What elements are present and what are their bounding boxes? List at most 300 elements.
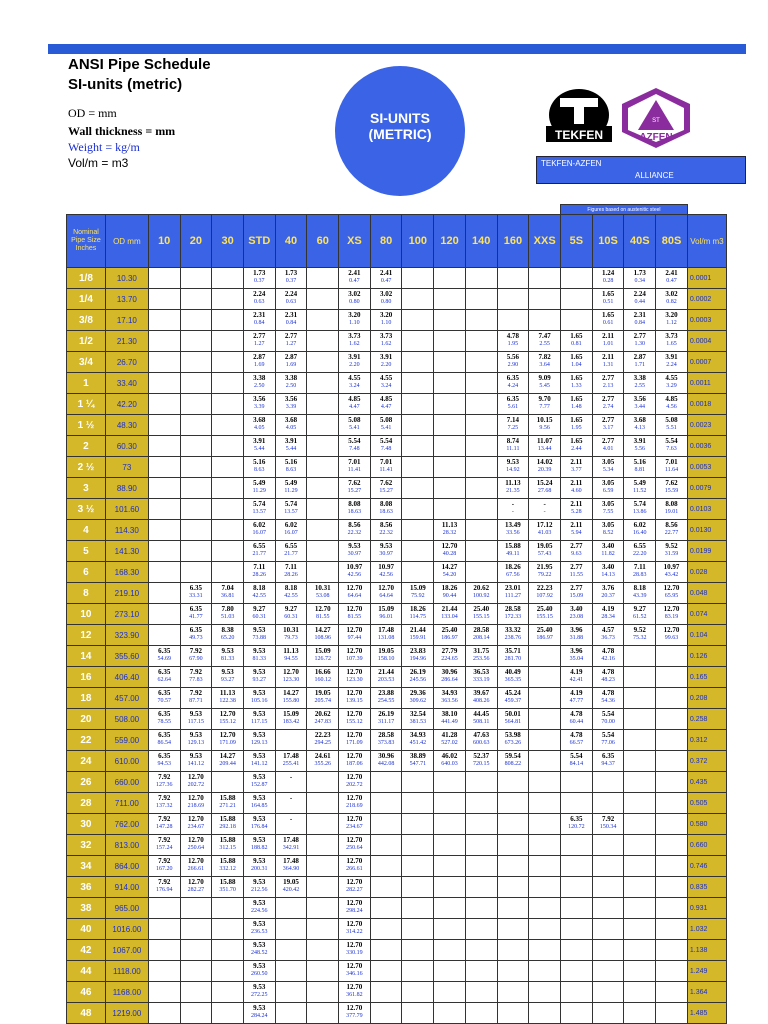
wall-thickness-value: 8.38 xyxy=(221,626,234,634)
schedule-cell xyxy=(212,961,244,982)
wall-thickness-value: 9.53 xyxy=(253,710,266,718)
schedule-cell xyxy=(434,793,466,814)
wall-thickness-value: 18.26 xyxy=(409,605,426,613)
wall-thickness-value: 12.70 xyxy=(188,815,204,823)
schedule-cell xyxy=(370,541,402,562)
schedule-cell xyxy=(434,310,466,331)
schedule-cell xyxy=(243,730,275,751)
schedule-cell xyxy=(212,688,244,709)
schedule-cell xyxy=(497,835,529,856)
schedule-cell xyxy=(339,856,371,877)
schedule-cell xyxy=(434,268,466,289)
schedule-cell xyxy=(339,730,371,751)
weight-value: 57.43 xyxy=(537,551,552,557)
weight-value: 41.03 xyxy=(537,530,552,536)
wall-thickness-value: 8.18 xyxy=(633,584,646,592)
wall-thickness-value: 1.65 xyxy=(601,290,615,298)
nominal-size-cell: 34 xyxy=(67,856,106,877)
schedule-cell xyxy=(465,835,497,856)
wall-thickness-value: 9.53 xyxy=(253,773,266,781)
schedule-cell xyxy=(656,499,688,520)
wall-thickness-value: 12.70 xyxy=(346,920,363,928)
schedule-cell xyxy=(307,709,339,730)
schedule-cell xyxy=(212,373,244,394)
wall-thickness-value: 2.87 xyxy=(284,353,298,361)
schedule-cell xyxy=(339,940,371,961)
od-cell: 508.00 xyxy=(105,709,148,730)
schedule-cell xyxy=(275,667,307,688)
wall-thickness-value: 3.02 xyxy=(348,290,361,298)
schedule-cell xyxy=(307,898,339,919)
schedule-cell xyxy=(465,415,497,436)
weight-value: 19.01 xyxy=(664,509,679,515)
schedule-cell xyxy=(243,604,275,625)
schedule-cell xyxy=(624,751,656,772)
weight-value: 42.56 xyxy=(379,572,393,578)
wall-thickness-value: 21.44 xyxy=(378,668,394,676)
schedule-cell xyxy=(402,898,434,919)
schedule-cell xyxy=(529,604,561,625)
weight-value: 564.81 xyxy=(504,719,522,725)
weight-value: 81.55 xyxy=(315,614,330,620)
schedule-cell xyxy=(307,457,339,478)
weight-value: 673.26 xyxy=(504,740,522,746)
schedule-cell xyxy=(497,394,529,415)
wall-thickness-value: 12.70 xyxy=(378,584,394,592)
weight-value: 5.94 xyxy=(571,530,582,536)
wall-thickness-value: 12.70 xyxy=(283,668,299,676)
schedule-cell xyxy=(561,835,593,856)
weight-value: 234.67 xyxy=(187,824,205,830)
weight-value: 120.72 xyxy=(568,824,585,830)
schedule-cell xyxy=(656,961,688,982)
schedule-cell xyxy=(275,877,307,898)
schedule-cell xyxy=(339,604,371,625)
wall-thickness-value: 3.56 xyxy=(633,395,646,403)
volume-cell: 0.580 xyxy=(687,814,726,835)
table-row xyxy=(67,541,727,562)
wall-thickness-value: 12.70 xyxy=(346,941,363,949)
table-row xyxy=(67,520,727,541)
weight-value: 4.01 xyxy=(602,446,614,452)
wall-thickness-value: 5.08 xyxy=(348,416,361,424)
weight-value: 123.30 xyxy=(282,677,300,683)
weight-value: 640.03 xyxy=(441,761,458,767)
schedule-cell xyxy=(180,688,212,709)
weight-value: 5.45 xyxy=(539,383,550,389)
weight-value: 94.55 xyxy=(284,656,298,662)
wall-thickness-value: 12.70 xyxy=(346,773,363,781)
wall-thickness-value: 5.16 xyxy=(284,458,298,466)
wall-thickness-value: 2.87 xyxy=(253,353,266,361)
weight-value: 141.12 xyxy=(251,761,268,767)
nominal-size-cell: 46 xyxy=(67,982,106,1003)
schedule-cell xyxy=(529,646,561,667)
schedule-cell xyxy=(370,793,402,814)
wall-thickness-value: 7.04 xyxy=(221,584,234,592)
table-row xyxy=(67,415,727,436)
weight-value: 33.56 xyxy=(506,530,520,536)
wall-thickness-value: 3.56 xyxy=(284,395,298,403)
wall-thickness-value: - xyxy=(543,500,546,508)
alliance-line-1: TEKFEN-AZFEN xyxy=(541,159,602,168)
od-cell: 219.10 xyxy=(105,583,148,604)
table-row xyxy=(67,457,727,478)
od-cell: 88.90 xyxy=(105,478,148,499)
wall-thickness-value: 9.53 xyxy=(253,983,266,991)
od-cell: 355.60 xyxy=(105,646,148,667)
schedule-cell xyxy=(624,730,656,751)
weight-value: 351.70 xyxy=(219,887,236,893)
wall-thickness-value: 5.74 xyxy=(633,500,646,508)
schedule-cell xyxy=(561,415,593,436)
wall-thickness-value: 5.54 xyxy=(601,710,615,718)
schedule-cell xyxy=(624,919,656,940)
weight-value: 13.57 xyxy=(284,509,298,515)
wall-thickness-value: 3.91 xyxy=(348,353,361,361)
wall-thickness-value: 5.49 xyxy=(253,479,266,487)
wall-thickness-value: 15.88 xyxy=(219,857,236,865)
schedule-cell xyxy=(402,646,434,667)
schedule-cell xyxy=(148,331,180,352)
wall-thickness-value: 2.77 xyxy=(601,395,615,403)
schedule-cell xyxy=(402,562,434,583)
schedule-cell xyxy=(592,814,624,835)
wall-thickness-value: 3.56 xyxy=(253,395,266,403)
wall-thickness-value: 8.08 xyxy=(348,500,361,508)
schedule-cell xyxy=(656,1003,688,1024)
schedule-cell xyxy=(592,289,624,310)
wall-thickness-value: 12.70 xyxy=(188,878,204,886)
schedule-cell xyxy=(339,541,371,562)
schedule-cell xyxy=(465,646,497,667)
od-cell: 406.40 xyxy=(105,667,148,688)
schedule-cell xyxy=(180,835,212,856)
wall-thickness-value: 31.75 xyxy=(473,647,490,655)
column-header: 60 xyxy=(307,215,339,268)
wall-thickness-value: 3.96 xyxy=(570,647,583,655)
schedule-cell xyxy=(624,583,656,604)
schedule-cell xyxy=(180,982,212,1003)
weight-value: 281.70 xyxy=(504,656,522,662)
wall-thickness-value: 52.37 xyxy=(473,752,490,760)
table-row xyxy=(67,856,727,877)
wall-thickness-value: 15.09 xyxy=(283,710,299,718)
wall-thickness-value: 3.20 xyxy=(379,311,393,319)
schedule-cell xyxy=(656,604,688,625)
wall-thickness-value: 2.11 xyxy=(570,500,583,508)
tekfen-logo xyxy=(544,88,614,148)
weight-value: 212.56 xyxy=(251,887,268,893)
alliance-banner xyxy=(536,156,746,184)
weight-value: 8.63 xyxy=(254,467,265,473)
weight-value: 266.61 xyxy=(187,866,205,872)
schedule-cell xyxy=(529,415,561,436)
wall-thickness-value: 10.15 xyxy=(536,416,553,424)
nominal-size-cell: 20 xyxy=(67,709,106,730)
od-cell: 168.30 xyxy=(105,562,148,583)
wall-thickness-value: 38.89 xyxy=(409,752,426,760)
schedule-cell xyxy=(243,310,275,331)
schedule-cell xyxy=(275,268,307,289)
schedule-cell xyxy=(402,457,434,478)
weight-value: 202.72 xyxy=(346,782,363,788)
wall-thickness-value: 12.70 xyxy=(346,605,363,613)
weight-value: 4.47 xyxy=(349,404,360,410)
schedule-cell xyxy=(656,352,688,373)
wall-thickness-value: 9.53 xyxy=(253,941,266,949)
schedule-cell xyxy=(656,898,688,919)
weight-value: 11.41 xyxy=(379,467,393,473)
weight-value: 0.81 xyxy=(571,341,582,347)
schedule-cell xyxy=(370,961,402,982)
schedule-cell xyxy=(497,814,529,835)
schedule-cell xyxy=(529,436,561,457)
weight-value: 11.82 xyxy=(601,551,615,557)
column-header: XS xyxy=(339,215,371,268)
column-header: 120 xyxy=(434,215,466,268)
schedule-cell xyxy=(592,709,624,730)
schedule-cell xyxy=(307,499,339,520)
weight-value: 133.04 xyxy=(441,614,458,620)
weight-value: 7.48 xyxy=(349,446,360,452)
wall-thickness-value: 6.35 xyxy=(570,815,583,823)
schedule-cell xyxy=(180,814,212,835)
schedule-cell xyxy=(370,688,402,709)
schedule-cell xyxy=(243,373,275,394)
schedule-cell xyxy=(624,982,656,1003)
nominal-size-cell: 48 xyxy=(67,1003,106,1024)
schedule-cell xyxy=(465,520,497,541)
wall-thickness-value: 6.35 xyxy=(506,395,520,403)
weight-value: 87.71 xyxy=(189,698,203,704)
wall-thickness-value: 7.62 xyxy=(665,479,678,487)
wall-thickness-value: 3.02 xyxy=(665,290,678,298)
schedule-cell xyxy=(434,772,466,793)
weight-value: 346.16 xyxy=(346,971,363,977)
schedule-cell xyxy=(465,562,497,583)
weight-value: 129.13 xyxy=(187,740,205,746)
schedule-cell xyxy=(592,310,624,331)
wall-thickness-value: 24.61 xyxy=(314,752,331,760)
schedule-cell xyxy=(275,331,307,352)
schedule-cell xyxy=(307,835,339,856)
od-cell: 864.00 xyxy=(105,856,148,877)
wall-thickness-value: 12.70 xyxy=(346,794,363,802)
weight-value: 20.37 xyxy=(601,593,615,599)
weight-value: 94.37 xyxy=(601,761,615,767)
weight-value: 11.52 xyxy=(633,488,647,494)
weight-value: 1.27 xyxy=(254,341,265,347)
schedule-cell xyxy=(497,457,529,478)
wall-thickness-value: 9.09 xyxy=(538,374,551,382)
schedule-cell xyxy=(656,373,688,394)
table-row xyxy=(67,310,727,331)
wall-thickness-value: 9.53 xyxy=(189,731,203,739)
schedule-cell xyxy=(624,604,656,625)
weight-value: 28.34 xyxy=(601,614,615,620)
schedule-cell xyxy=(243,478,275,499)
schedule-cell xyxy=(275,751,307,772)
weight-value: 7.55 xyxy=(602,509,614,515)
schedule-cell xyxy=(339,793,371,814)
od-cell: 13.70 xyxy=(105,289,148,310)
schedule-cell xyxy=(339,688,371,709)
wall-thickness-value: 3.73 xyxy=(665,332,678,340)
weight-value: 51.03 xyxy=(220,614,235,620)
weight-value: 3.17 xyxy=(602,425,614,431)
schedule-cell xyxy=(529,457,561,478)
weight-value: 73.88 xyxy=(252,635,267,641)
nominal-size-cell: 1 xyxy=(67,373,106,394)
schedule-cell xyxy=(180,856,212,877)
od-cell: 813.00 xyxy=(105,835,148,856)
weight-value: 164.85 xyxy=(251,803,268,809)
schedule-cell xyxy=(624,436,656,457)
schedule-cell xyxy=(561,268,593,289)
schedule-cell xyxy=(243,898,275,919)
weight-value: 3.39 xyxy=(254,404,265,410)
wall-thickness-value: 7.11 xyxy=(253,563,266,571)
nominal-size-cell: 30 xyxy=(67,814,106,835)
schedule-cell xyxy=(561,1003,593,1024)
schedule-cell xyxy=(148,940,180,961)
column-header: 100 xyxy=(402,215,434,268)
wall-thickness-value: 4.57 xyxy=(601,626,615,634)
schedule-cell xyxy=(212,877,244,898)
wall-thickness-value: 2.77 xyxy=(570,584,583,592)
od-cell: 660.00 xyxy=(105,772,148,793)
od-cell: 17.10 xyxy=(105,310,148,331)
weight-value: 155.15 xyxy=(472,614,490,620)
weight-value: 1.10 xyxy=(380,320,392,326)
nominal-size-cell: 18 xyxy=(67,688,106,709)
schedule-cell xyxy=(529,772,561,793)
weight-value: 62.64 xyxy=(157,677,171,683)
wall-thickness-value: 17.12 xyxy=(536,521,553,529)
wall-thickness-value: 12.70 xyxy=(346,815,363,823)
weight-value: 547.71 xyxy=(409,761,427,767)
schedule-cell xyxy=(529,814,561,835)
schedule-cell xyxy=(148,919,180,940)
schedule-cell xyxy=(592,457,624,478)
weight-value: 100.92 xyxy=(472,593,490,599)
wall-thickness-value: 1.73 xyxy=(633,269,646,277)
schedule-cell xyxy=(370,583,402,604)
weight-value: 155.15 xyxy=(536,614,553,620)
schedule-cell xyxy=(624,709,656,730)
schedule-cell xyxy=(243,499,275,520)
wall-thickness-value: 7.92 xyxy=(158,857,171,865)
weight-value: 81.55 xyxy=(347,614,362,620)
schedule-cell xyxy=(465,730,497,751)
wall-thickness-value: 1.65 xyxy=(570,416,583,424)
schedule-cell xyxy=(148,604,180,625)
weight-value: 139.15 xyxy=(346,698,363,704)
wall-thickness-value: 3.73 xyxy=(348,332,361,340)
alliance-line-2: ALLIANCE xyxy=(635,171,674,180)
wall-thickness-value: 7.92 xyxy=(189,647,203,655)
schedule-cell xyxy=(370,814,402,835)
schedule-cell xyxy=(307,730,339,751)
weight-value: 67.56 xyxy=(506,572,520,578)
weight-value: 266.61 xyxy=(346,866,363,872)
schedule-cell xyxy=(465,457,497,478)
wall-thickness-value: 15.88 xyxy=(219,836,236,844)
schedule-cell xyxy=(561,940,593,961)
weight-value: 187.06 xyxy=(346,761,363,767)
schedule-cell xyxy=(624,793,656,814)
schedule-cell xyxy=(180,667,212,688)
weight-value: 176.94 xyxy=(155,887,173,893)
schedule-cell xyxy=(497,373,529,394)
wall-thickness-value: 3.20 xyxy=(348,311,361,319)
wall-thickness-value: 8.56 xyxy=(665,521,678,529)
schedule-cell xyxy=(148,730,180,751)
schedule-cell xyxy=(307,352,339,373)
wall-thickness-value: 9.53 xyxy=(253,689,266,697)
column-header: 40 xyxy=(275,215,307,268)
schedule-cell xyxy=(180,793,212,814)
schedule-cell xyxy=(656,835,688,856)
schedule-cell xyxy=(307,1003,339,1024)
schedule-cell xyxy=(624,877,656,898)
wall-thickness-value: 9.53 xyxy=(506,458,520,466)
weight-value: 0.61 xyxy=(602,320,614,326)
schedule-cell xyxy=(243,352,275,373)
wall-thickness-value: 6.35 xyxy=(158,647,171,655)
wall-thickness-value: 1.65 xyxy=(601,311,615,319)
schedule-cell xyxy=(434,583,466,604)
table-row xyxy=(67,352,727,373)
schedule-cell xyxy=(402,373,434,394)
weight-value: 1.95 xyxy=(507,341,519,347)
wall-thickness-value: 6.02 xyxy=(253,521,266,529)
schedule-cell xyxy=(497,940,529,961)
od-cell: 273.10 xyxy=(105,604,148,625)
weight-value: 271.21 xyxy=(219,803,236,809)
schedule-cell xyxy=(307,751,339,772)
wall-thickness-value: 12.70 xyxy=(346,689,363,697)
weight-value: 171.09 xyxy=(346,740,363,746)
page-subtitle: SI-units (metric) xyxy=(68,76,183,93)
schedule-cell xyxy=(370,898,402,919)
schedule-cell xyxy=(465,289,497,310)
weight-value: 14.13 xyxy=(601,572,615,578)
schedule-cell xyxy=(656,394,688,415)
volume-cell: 0.505 xyxy=(687,793,726,814)
schedule-cell xyxy=(465,499,497,520)
weight-value: 86.54 xyxy=(157,740,171,746)
schedule-cell xyxy=(243,646,275,667)
volume-cell: 0.0011 xyxy=(687,373,726,394)
schedule-cell xyxy=(180,583,212,604)
weight-value: 65.20 xyxy=(220,635,235,641)
weight-value: 408.26 xyxy=(472,698,490,704)
schedule-cell xyxy=(592,499,624,520)
schedule-cell xyxy=(180,394,212,415)
wall-thickness-value: 12.70 xyxy=(188,836,204,844)
wall-thickness-value: 26.19 xyxy=(378,710,394,718)
schedule-cell xyxy=(148,373,180,394)
schedule-cell xyxy=(561,646,593,667)
schedule-cell xyxy=(275,688,307,709)
table-row xyxy=(67,835,727,856)
wall-thickness-value: 4.19 xyxy=(570,668,583,676)
schedule-cell xyxy=(592,919,624,940)
schedule-cell xyxy=(307,331,339,352)
volume-cell: 0.0003 xyxy=(687,310,726,331)
